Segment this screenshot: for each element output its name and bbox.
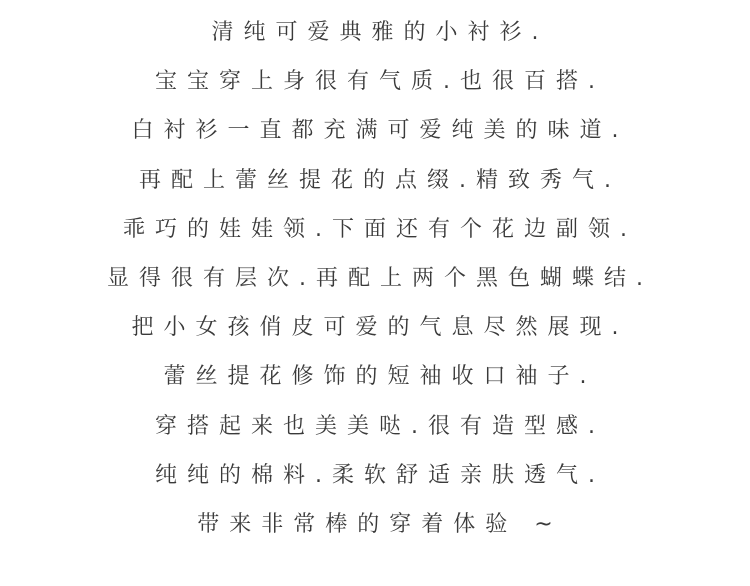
description-line-10: 纯纯的棉料.柔软舒适亲肤透气. — [155, 462, 605, 488]
product-description — [0, 8, 750, 549]
description-line-8: 蕾丝提花修饰的短袖收口袖子. — [163, 364, 597, 390]
description-line-9: 穿搭起来也美美哒.很有造型感. — [155, 413, 605, 439]
description-line-2: 宝宝穿上身很有气质.也很百搭. — [155, 69, 605, 95]
description-line-6: 显得很有层次.再配上两个黑色蝴蝶结. — [107, 265, 653, 291]
description-line-5: 乖巧的娃娃领.下面还有个花边副领. — [123, 216, 637, 242]
description-line-4: 再配上蕾丝提花的点缀.精致秀气. — [139, 167, 621, 193]
description-line-1: 清纯可爱典雅的小衬衫. — [211, 20, 549, 45]
description-line-3: 白衬衫一直都充满可爱纯美的味道. — [131, 118, 629, 144]
description-line-11: 带来非常棒的穿着体验 ~ — [197, 511, 563, 537]
description-line-7: 把小女孩俏皮可爱的气息尽然展现. — [131, 315, 629, 341]
